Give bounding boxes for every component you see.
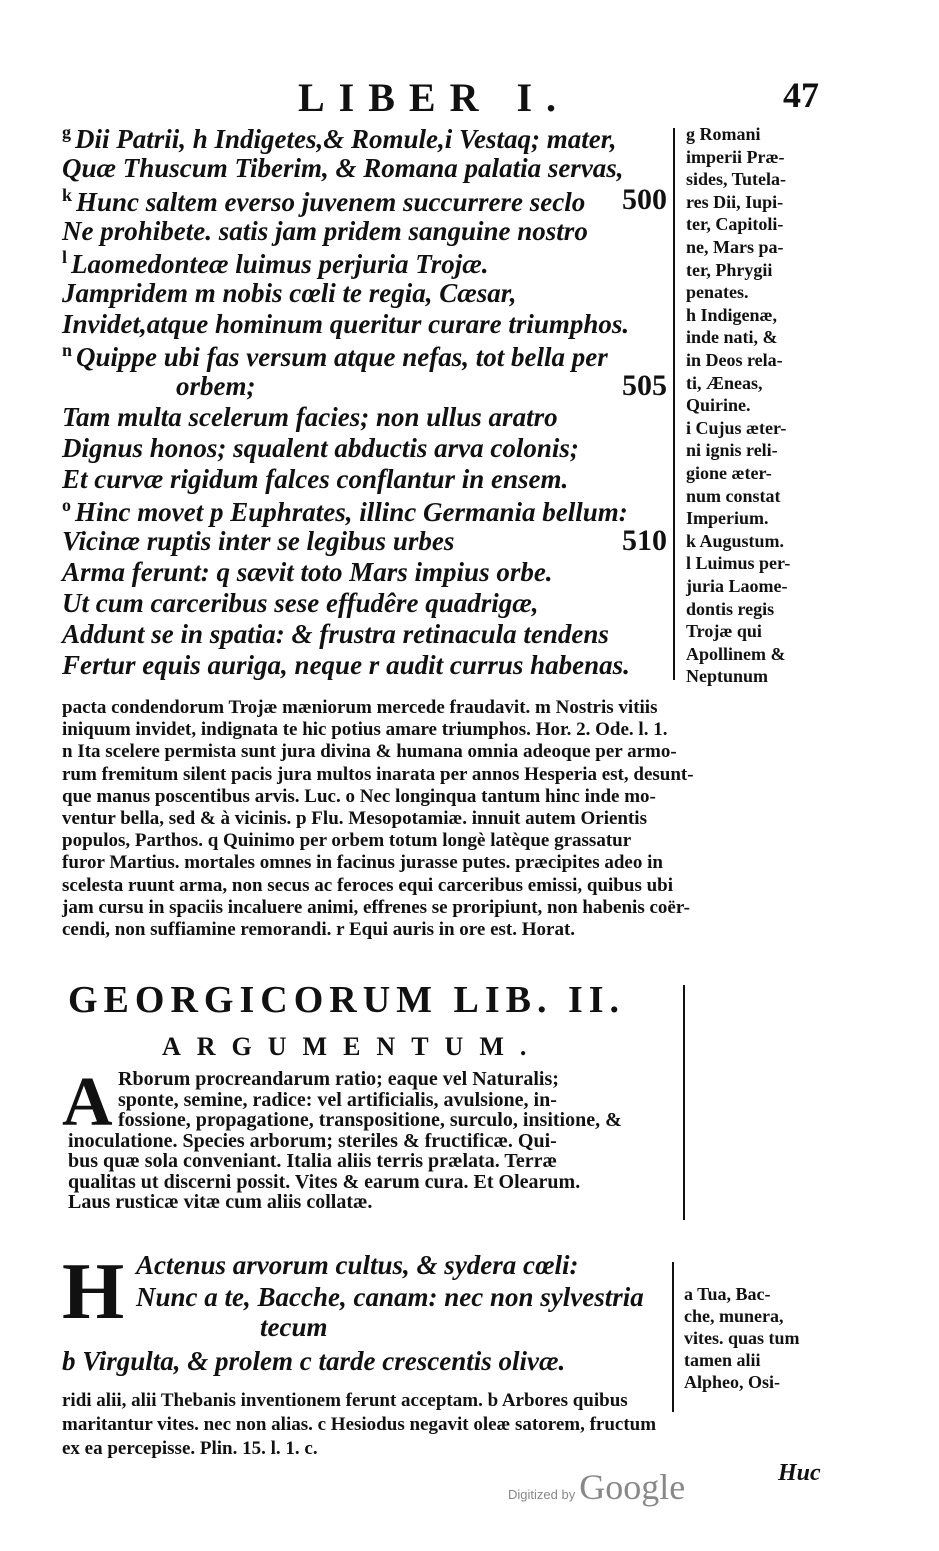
verse-line-2: Actenus arvorum cultus, & sydera cœli: xyxy=(136,1250,579,1280)
verse-text: Quippe ubi fas versum atque nefas, tot bella per xyxy=(76,342,608,372)
verse-line xyxy=(62,309,629,340)
google-logo: Google xyxy=(579,1467,686,1507)
side-note-line: juria Laome- xyxy=(686,576,788,596)
verse-text: Tam multa scelerum facies; non ullus aratro xyxy=(62,402,558,432)
page-number: 47 xyxy=(783,75,819,115)
running-head: LIBER I. xyxy=(298,75,571,120)
side-note-line: Imperium. xyxy=(686,508,769,529)
argument-line: Rborum procreandarum ratio; eaque vel Naturalis; xyxy=(118,1068,559,1090)
footnote-line: pacta condendorum Trojæ mæniorum mercede fraudavit. m Nostris vitiis xyxy=(62,697,658,718)
verse-line xyxy=(62,247,489,280)
side-note-line: ne, Mars pa- xyxy=(686,237,784,257)
verse-text: Et curvæ rigidum falces conflantur in ensem. xyxy=(62,464,569,494)
argument-line: qualitas ut discerni possit. Vites & earum cura. Et Olearum. xyxy=(68,1170,581,1193)
verse-line xyxy=(62,557,553,588)
column-rule-3 xyxy=(672,1262,674,1412)
verse-line xyxy=(62,619,609,650)
verse-text: Invidet,atque hominum queritur curare triumphos. xyxy=(62,309,630,339)
verse-line xyxy=(62,278,517,309)
argument-line: inoculatione. Species arborum; steriles & fructificæ. Qui- xyxy=(68,1129,557,1152)
side-note-line: Apollinem & xyxy=(686,643,786,664)
footnote-line: ventur bella, sed & à vicinis. p Flu. Mesopotamiæ. innuit autem Orientis xyxy=(62,808,647,829)
dropcap-h: H xyxy=(62,1248,125,1336)
verse-text: Laomedonteæ luimus perjuria Trojæ. xyxy=(71,249,489,279)
side-note-line-2: Alpheo, Osi- xyxy=(684,1372,781,1392)
side-note-line: Trojæ qui xyxy=(686,621,762,642)
verse-line-2: b Virgulta, & prolem c tarde crescentis olivæ. xyxy=(62,1346,566,1376)
side-note-line-2: vites. quas tum xyxy=(684,1328,800,1348)
side-note-line: sides, Tutela- xyxy=(686,169,787,190)
side-note-line: h Indigenæ, xyxy=(686,304,778,325)
verse-note-mark: o xyxy=(62,495,71,515)
column-rule-2 xyxy=(683,985,685,1220)
footnote-line: cendi, non suffiamine remorandi. r Equi auris in ore est. Horat. xyxy=(62,919,576,940)
verse-line xyxy=(62,153,624,184)
side-note-line: gione æter- xyxy=(686,463,772,483)
footnote-line: que manus poscentibus arvis. Luc. o Nec longinqua tantum hinc inde mo- xyxy=(62,785,656,807)
footnote-line-2: maritantur vites. nec non alias. c Hesiodus negavit oleæ satorem, fructum xyxy=(62,1414,657,1435)
footnote-line-2: ex ea percepisse. Plin. 15. l. 1. c. xyxy=(62,1438,318,1459)
argument-line: sponte, semine, radice: vel artificialis, avulsione, in- xyxy=(118,1088,557,1111)
side-note-line: num constat xyxy=(686,485,781,506)
verse-text: Hunc saltem everso juvenem succurrere seclo xyxy=(76,187,586,217)
verse-text: Ut cum carceribus sese effudêre quadrigæ, xyxy=(62,588,539,618)
digitized-watermark xyxy=(508,1466,685,1508)
side-note-line: ter, Phrygii xyxy=(686,259,773,280)
side-note-line: penates. xyxy=(686,282,749,303)
side-note-line: in Deos rela- xyxy=(686,350,783,370)
side-note-line: k Augustum. xyxy=(686,530,785,551)
footnote-line: furor Martius. mortales omnes in facinus jurasse putes. præcipites adeo in xyxy=(62,852,663,874)
side-note-line-2: tamen alii xyxy=(684,1350,761,1370)
verse-line xyxy=(62,464,568,495)
side-note-line: g Romani xyxy=(686,124,761,144)
footnote-line-2: ridi alii, alii Thebanis inventionem ferunt acceptam. b Arbores quibus xyxy=(62,1390,628,1411)
verse-text: Dignus honos; squalent abductis arva colonis; xyxy=(62,433,579,463)
side-note-line: res Dii, Iupi- xyxy=(686,191,784,212)
verse-line xyxy=(62,185,585,218)
verse-line xyxy=(62,402,558,433)
verse-text: Quæ Thuscum Tiberim, & Romana palatia servas, xyxy=(62,153,624,183)
side-note-line: ti, Æneas, xyxy=(686,372,763,393)
verse-note-mark: l xyxy=(62,247,68,267)
dropcap-a: A xyxy=(62,1064,113,1141)
line-number: 500 xyxy=(622,183,667,216)
side-note-line: ni ignis reli- xyxy=(686,440,778,461)
verse-note-mark: g xyxy=(62,122,71,142)
verse-text: Dii Patrii, h Indigetes,& Romule,i Vestaq; mater, xyxy=(75,124,617,154)
argument-title: ARGUMENTUM. xyxy=(162,1032,543,1061)
digitized-label: Digitized by xyxy=(508,1487,576,1502)
verse-note-mark: k xyxy=(62,185,73,205)
side-note-line-2: che, munera, xyxy=(684,1306,784,1326)
verse-line-2: Nunc a te, Bacche, canam: nec non sylvestria xyxy=(136,1282,644,1312)
column-rule xyxy=(673,128,675,680)
footnote-line: jam cursu in spaciis incaluere animi, effrenes se proripiunt, non habenis coër- xyxy=(62,896,690,918)
verse-text: Vicinæ ruptis inter se legibus urbes xyxy=(62,526,455,556)
verse-line-2: tecum xyxy=(260,1312,328,1342)
footnote-line: n Ita scelere permista sunt jura divina & humana omnia adeoque per armo- xyxy=(62,741,677,763)
line-number: 505 xyxy=(622,369,667,402)
verse-text: Hinc movet p Euphrates, illinc Germania bellum: xyxy=(75,497,628,527)
argument-line: Laus rusticæ vitæ cum aliis collatæ. xyxy=(68,1191,373,1213)
argument-line: fossione, propagatione, transpositione, surculo, insitione, & xyxy=(118,1109,622,1131)
footnote-line: iniquum invidet, indignata te hic potius amare triumphos. Hor. 2. Ode. l. 1. xyxy=(62,719,668,741)
argument-line: bus quæ sola conveniant. Italia aliis terris prælata. Terræ xyxy=(68,1150,557,1172)
verse-text: orbem; xyxy=(176,371,256,401)
side-note-line: l Luimus per- xyxy=(686,553,791,574)
side-note-line: ter, Capitoli- xyxy=(686,214,784,235)
verse-line xyxy=(62,526,454,557)
verse-line xyxy=(62,650,630,681)
verse-text: Ne prohibete. satis jam pridem sanguine nostro xyxy=(62,216,588,246)
section-title: GEORGICORUM LIB. II. xyxy=(68,979,626,1021)
verse-line xyxy=(62,495,628,528)
verse-text: Jampridem m nobis cœli te regia, Cæsar, xyxy=(62,278,517,308)
side-note-line: inde nati, & xyxy=(686,327,778,348)
footnote-line: rum fremitum silent pacis jura multos inarata per annos Hesperia est, desunt- xyxy=(62,763,694,785)
verse-text: Fertur equis auriga, neque r audit currus habenas. xyxy=(62,650,630,680)
verse-note-mark: n xyxy=(62,340,73,360)
verse-line xyxy=(62,340,608,373)
line-number: 510 xyxy=(622,524,667,557)
footnote-line: scelesta ruunt arma, non secus ac feroces equi carceribus emissi, quibus ubi xyxy=(62,874,673,896)
verse-line xyxy=(176,371,255,402)
verse-line xyxy=(62,216,588,247)
side-note-line: imperii Præ- xyxy=(686,146,785,167)
footnote-line: populos, Parthos. q Quinimo per orbem totum longè latèque grassatur xyxy=(62,830,632,852)
verse-line xyxy=(62,122,617,155)
side-note-line: dontis regis xyxy=(686,598,775,619)
verse-text: Arma ferunt: q sævit toto Mars impius orbe. xyxy=(62,557,553,587)
side-note-line-2: a Tua, Bac- xyxy=(684,1284,771,1304)
catchword: Huc xyxy=(778,1460,821,1486)
verse-line xyxy=(62,588,538,619)
side-note-line: Neptunum xyxy=(686,666,769,687)
verse-text: Addunt se in spatia: & frustra retinacula tendens xyxy=(62,619,609,649)
side-note-line: i Cujus æter- xyxy=(686,417,787,438)
verse-line xyxy=(62,433,579,464)
side-note-line: Quirine. xyxy=(686,395,751,416)
